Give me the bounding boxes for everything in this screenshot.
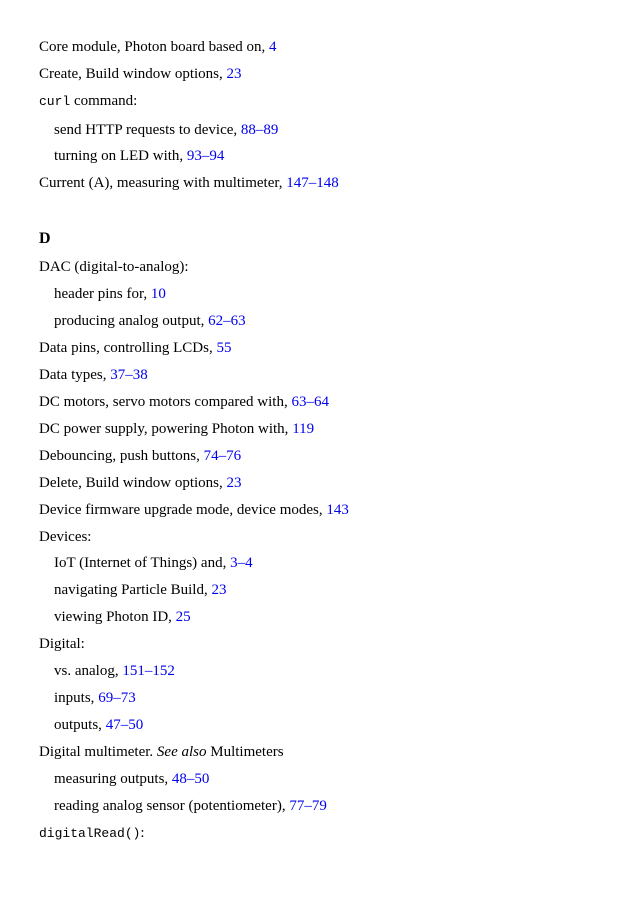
- index-subentry: [54, 581, 226, 599]
- index-entry: [39, 420, 314, 438]
- page-reference-link[interactable]: 74–76: [203, 448, 242, 464]
- page-reference-link[interactable]: 10: [150, 286, 166, 302]
- page-reference-link[interactable]: 37–38: [110, 367, 148, 383]
- index-entry: [39, 174, 339, 192]
- index-subentry: [54, 770, 209, 788]
- page-reference-link[interactable]: 69–73: [98, 690, 136, 706]
- entry-term: Create, Build window options,: [39, 66, 227, 82]
- index-subentry: [54, 689, 136, 707]
- entry-term: outputs,: [54, 717, 106, 733]
- entry-term: navigating Particle Build,: [54, 582, 212, 598]
- entry-term: Digital multimeter.: [39, 744, 157, 760]
- entry-code-term: digitalRead(): [39, 826, 141, 841]
- entry-term: Data pins, controlling LCDs,: [39, 340, 217, 356]
- entry-term: command:: [70, 93, 138, 109]
- entry-term: Current (A), measuring with multimeter,: [39, 175, 287, 191]
- index-subentry: [54, 121, 278, 139]
- entry-term: reading analog sensor (potentiometer),: [54, 798, 290, 814]
- index-entry: [39, 339, 231, 357]
- section-letter-heading: D: [39, 230, 51, 247]
- page-reference-link[interactable]: 143: [326, 502, 349, 518]
- entry-term: Digital:: [39, 636, 85, 652]
- page-reference-link[interactable]: 88–89: [240, 122, 279, 138]
- index-subentry: [54, 147, 224, 165]
- index-subentry: [54, 312, 246, 330]
- page-reference-link[interactable]: 63–64: [291, 394, 329, 410]
- entry-code-term: curl: [39, 94, 71, 109]
- index-subentry: [54, 662, 175, 680]
- page-reference-link[interactable]: 25: [175, 609, 191, 625]
- page-reference-link[interactable]: 151–152: [122, 663, 175, 679]
- index-entry: [39, 65, 242, 83]
- index-entry: [39, 92, 137, 111]
- entry-term: DC power supply, powering Photon with,: [39, 421, 293, 437]
- index-entry: [39, 393, 329, 411]
- entry-term: Devices:: [39, 529, 92, 545]
- page-reference-link[interactable]: 23: [226, 475, 242, 491]
- index-entry: [39, 824, 145, 843]
- page-reference-link[interactable]: 93–94: [186, 148, 225, 164]
- entry-term: Device firmware upgrade mode, device modes,: [39, 502, 327, 518]
- index-entry: [39, 38, 276, 56]
- page-reference-link[interactable]: 77–79: [289, 798, 327, 814]
- index-entry: [39, 635, 85, 653]
- see-also-label: See also: [156, 744, 207, 760]
- entry-term: measuring outputs,: [54, 771, 172, 787]
- page-reference-link[interactable]: 48–50: [171, 771, 210, 787]
- index-subentry: [54, 797, 327, 815]
- entry-term: send HTTP requests to device,: [54, 122, 241, 138]
- entry-term: DC motors, servo motors compared with,: [39, 394, 292, 410]
- entry-term: producing analog output,: [54, 313, 209, 329]
- entry-term: Delete, Build window options,: [39, 475, 227, 491]
- page-reference-link[interactable]: 23: [226, 66, 242, 82]
- index-entry: [39, 366, 148, 384]
- index-entry: [39, 501, 349, 519]
- index-subentry: [54, 554, 253, 572]
- page-reference-link[interactable]: 3–4: [230, 555, 253, 571]
- page-reference-link[interactable]: 147–148: [286, 175, 339, 191]
- entry-term: IoT (Internet of Things) and,: [54, 555, 231, 571]
- entry-term: Data types,: [39, 367, 111, 383]
- page-reference-link[interactable]: 23: [211, 582, 227, 598]
- page-reference-link[interactable]: 62–63: [208, 313, 246, 329]
- page-reference-link[interactable]: 47–50: [105, 717, 144, 733]
- entry-term: DAC (digital-to-analog):: [39, 259, 189, 275]
- entry-term: vs. analog,: [54, 663, 123, 679]
- entry-term: Debouncing, push buttons,: [39, 448, 204, 464]
- index-entry: [39, 528, 91, 546]
- entry-term: inputs,: [54, 690, 99, 706]
- page-reference-link[interactable]: 4: [268, 39, 277, 55]
- index-entry: [39, 447, 241, 465]
- index-entry: [39, 743, 284, 761]
- page-reference-link[interactable]: 55: [216, 340, 232, 356]
- entry-term: header pins for,: [54, 286, 151, 302]
- entry-term: Core module, Photon board based on,: [39, 39, 269, 55]
- index-subentry: [54, 608, 191, 626]
- index-subentry: [54, 716, 143, 734]
- see-also-target: Multimeters: [206, 744, 284, 760]
- index-entry: [39, 474, 242, 492]
- entry-term: turning on LED with,: [54, 148, 187, 164]
- entry-term: :: [140, 825, 145, 841]
- entry-term: viewing Photon ID,: [54, 609, 176, 625]
- index-subentry: [54, 285, 166, 303]
- page-reference-link[interactable]: 119: [292, 421, 315, 437]
- index-entry: [39, 258, 189, 276]
